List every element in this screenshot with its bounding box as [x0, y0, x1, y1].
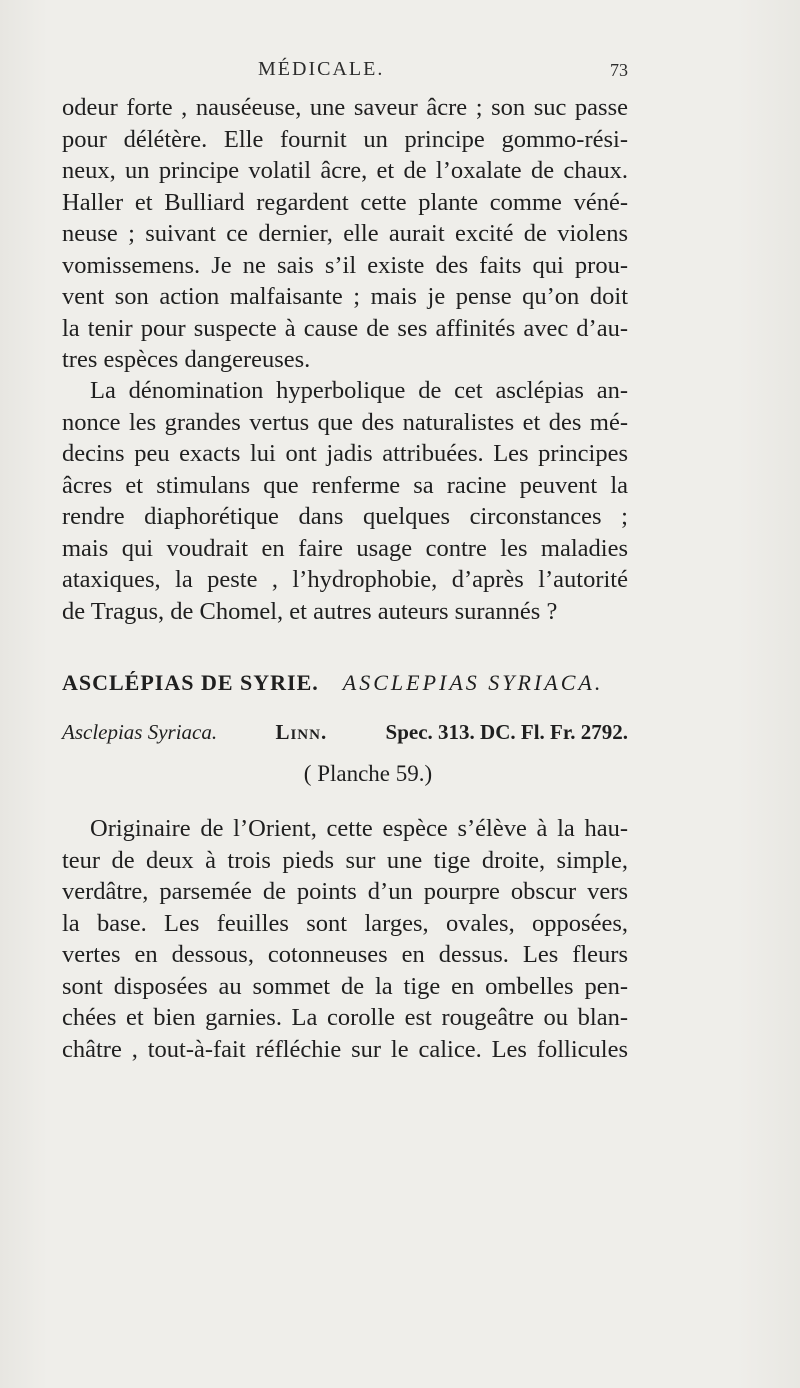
text-line: mais qui voudrait en faire usage contre les maladies — [62, 534, 628, 562]
text-line: Haller et Bulliard regardent cette plante comme véné- — [62, 188, 628, 216]
page-header — [62, 58, 628, 86]
text-line: rendre diaphorétique dans quelques circonstances ; — [62, 503, 628, 530]
text-line: La dénomination hyperbolique de cet asclépias an- — [90, 377, 628, 404]
paragraph-2 — [62, 375, 628, 637]
citation: Spec. 313. DC. Fl. Fr. 2792. — [385, 720, 628, 744]
text-line: neux, un principe volatil âcre, et de l’oxalate de chaux. — [62, 157, 628, 184]
text-line: verdâtre, parsemée de points d’un pourpre obscur vers — [62, 878, 628, 905]
authority: Linn. — [275, 720, 328, 744]
text-line: decins peu exacts lui ont jadis attribuées. Les principes — [62, 440, 628, 467]
paragraph-1 — [62, 92, 628, 377]
botanical-reference — [62, 720, 628, 745]
plate-reference: ( Planche 59.) — [303, 761, 433, 786]
text-line: nonce les grandes vertus que des naturalistes et des mé- — [62, 408, 628, 436]
text-line: châtre , tout-à-fait réfléchie sur le calice. Les follicules — [62, 1035, 628, 1063]
text-line: ataxiques, la peste , l’hydrophobie, d’après l’autorité — [62, 566, 628, 593]
text-line: odeur forte , nauséeuse, une saveur âcre ; son suc passe — [62, 94, 628, 121]
text-line: vent son action malfaisante ; mais je pense qu’on doit — [62, 283, 628, 310]
paragraph-3 — [62, 813, 628, 1103]
section-title — [62, 670, 628, 696]
text-line: neuse ; suivant ce dernier, elle aurait excité de violens — [62, 220, 628, 247]
text-line: pour délétère. Elle fournit un principe gommo-rési- — [62, 125, 628, 153]
text-line: de Tragus, de Chomel, et autres auteurs surannés ? — [62, 597, 558, 625]
text-line: teur de deux à trois pieds sur une tige droite, simple, — [62, 846, 628, 874]
section-title-french: ASCLÉPIAS DE SYRIE. — [62, 670, 319, 695]
text-line: chées et bien garnies. La corolle est rougeâtre ou blan- — [62, 1004, 628, 1031]
section-title-latin: ASCLEPIAS SYRIACA. — [342, 670, 604, 695]
text-line: vertes en dessous, cotonneuses en dessus. Les fleurs — [62, 941, 628, 968]
text-line: âcres et stimulans que renferme sa racine peuvent la — [62, 471, 628, 499]
text-line: Originaire de l’Orient, cette espèce s’élève à la hau- — [90, 815, 628, 842]
species-name: Asclepias Syriaca. — [62, 720, 218, 744]
text-line: sont disposées au sommet de la tige en ombelles pen- — [62, 972, 628, 1000]
running-head: MÉDICALE. — [258, 58, 385, 80]
text-line: vomissemens. Je ne sais s’il existe des faits qui prou- — [62, 251, 628, 279]
text-line: tres espèces dangereuses. — [62, 346, 311, 373]
text-line: la tenir pour suspecte à cause de ses affinités avec d’au- — [62, 314, 628, 342]
page-number: 73 — [610, 60, 628, 80]
text-line: la base. Les feuilles sont larges, ovales, opposées, — [62, 909, 628, 937]
